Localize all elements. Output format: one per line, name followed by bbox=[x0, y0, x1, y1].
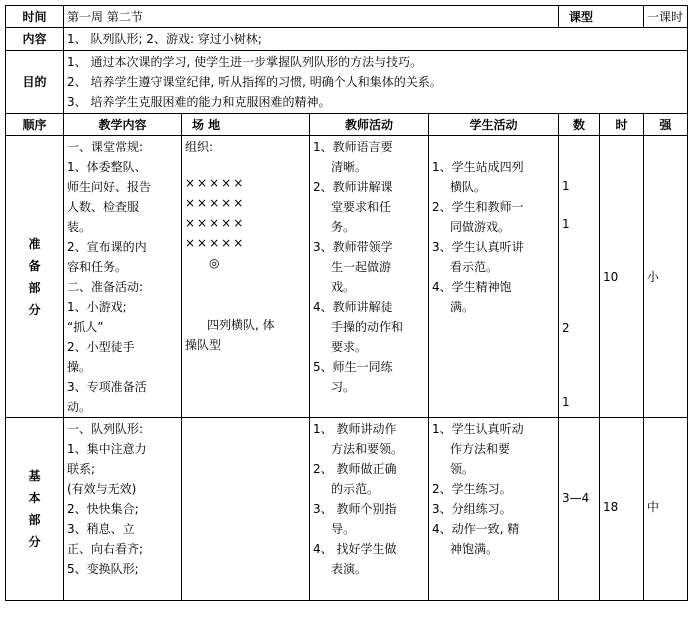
teacher-line: 手操的动作和 bbox=[331, 320, 404, 334]
time-label: 时间 bbox=[6, 6, 64, 28]
teacher-line: 导。 bbox=[331, 522, 356, 536]
prep-intensity: 小 bbox=[644, 136, 688, 418]
basic-student-activity bbox=[429, 418, 559, 601]
content-line: 动。 bbox=[67, 400, 92, 414]
lesson-type-label: 课型 bbox=[559, 6, 644, 28]
lesson-type-value: 一课时 bbox=[644, 6, 688, 28]
student-line: 横队。 bbox=[450, 180, 487, 194]
student-line: 4、动作一致, 精 bbox=[432, 522, 520, 536]
basic-count: 3—4 bbox=[559, 418, 600, 601]
content-line: 1、小游戏; bbox=[67, 300, 127, 314]
col-intensity: 强 bbox=[644, 114, 688, 136]
teacher-line: 清晰。 bbox=[331, 160, 368, 174]
basic-intensity: 中 bbox=[644, 418, 688, 601]
student-line: 2、学生练习。 bbox=[432, 482, 512, 496]
student-line: 3、分组练习。 bbox=[432, 502, 512, 516]
lesson-plan-table bbox=[5, 5, 688, 601]
student-line: 看示范。 bbox=[450, 260, 499, 274]
content-line: 3、专项准备活 bbox=[67, 380, 147, 394]
teacher-line: 1、 教师讲动作 bbox=[313, 422, 397, 436]
basic-teaching-content bbox=[64, 418, 182, 601]
student-line: 神饱满。 bbox=[450, 542, 499, 556]
teacher-line: 方法和要领。 bbox=[331, 442, 404, 456]
teacher-line: 务。 bbox=[331, 220, 356, 234]
teacher-line: 戏。 bbox=[331, 280, 356, 294]
content-line: 人数、检查服 bbox=[67, 200, 140, 214]
teacher-line: 要求。 bbox=[331, 340, 368, 354]
content-line: “抓人” bbox=[67, 320, 104, 334]
teacher-line: 堂要求和任 bbox=[331, 200, 392, 214]
teacher-line: 4、 找好学生做 bbox=[313, 542, 397, 556]
prep-venue bbox=[182, 136, 310, 418]
prep-teacher-activity bbox=[310, 136, 429, 418]
teacher-line: 3、教师带领学 bbox=[313, 240, 393, 254]
student-line: 领。 bbox=[450, 462, 475, 476]
prep-time: 10 bbox=[600, 136, 644, 418]
prep-section-label: 准 备 部 分 bbox=[6, 136, 64, 418]
content-value: 1、 队列队形; 2、游戏: 穿过小树林; bbox=[64, 28, 688, 51]
formation-row: ××××× bbox=[185, 236, 246, 250]
teacher-line: 习。 bbox=[331, 380, 356, 394]
count-value: 1 bbox=[562, 395, 570, 409]
teacher-line: 5、师生一同练 bbox=[313, 360, 393, 374]
content-line: 3、稍息、立 bbox=[67, 522, 135, 536]
content-line: 1、体委整队、 bbox=[67, 160, 147, 174]
content-line: 装。 bbox=[67, 220, 92, 234]
basic-venue bbox=[182, 418, 310, 601]
student-line: 满。 bbox=[450, 300, 475, 314]
teacher-line: 1、教师语言要 bbox=[313, 140, 393, 154]
basic-teacher-activity bbox=[310, 418, 429, 601]
count-value: 2 bbox=[562, 321, 570, 335]
count-value: 1 bbox=[562, 217, 570, 231]
content-line: 联系; bbox=[67, 462, 96, 476]
content-line: 容和任务。 bbox=[67, 260, 128, 274]
student-line: 作方法和要 bbox=[450, 442, 511, 456]
content-line: 5、变换队形; bbox=[67, 562, 139, 576]
goal-list bbox=[64, 51, 688, 114]
venue-title: 组织: bbox=[185, 140, 214, 154]
venue-caption: 操队型 bbox=[185, 338, 222, 352]
content-line: 1、集中注意力 bbox=[67, 442, 147, 456]
content-line: 2、小型徒手 bbox=[67, 340, 135, 354]
teacher-line: 2、 教师做正确 bbox=[313, 462, 397, 476]
col-teaching-content: 教学内容 bbox=[64, 114, 182, 136]
teacher-line: 4、教师讲解徒 bbox=[313, 300, 393, 314]
student-line: 1、学生认真听动 bbox=[432, 422, 524, 436]
content-line: 一、课堂常规: bbox=[67, 140, 144, 154]
prep-student-activity bbox=[429, 136, 559, 418]
student-line: 4、学生精神饱 bbox=[432, 280, 512, 294]
content-line: 一、队列队形: bbox=[67, 422, 144, 436]
student-line: 2、学生和教师一 bbox=[432, 200, 524, 214]
count-value: 1 bbox=[562, 179, 570, 193]
col-venue: 场 地 bbox=[182, 114, 310, 136]
teacher-line: 表演。 bbox=[331, 562, 368, 576]
goal-item: 1、 通过本次课的学习, 使学生进一步掌握队列队形的方法与技巧。 bbox=[67, 55, 423, 69]
venue-caption: 四列横队, 体 bbox=[207, 318, 275, 332]
content-line: 师生问好、报告 bbox=[67, 180, 152, 194]
content-label: 内容 bbox=[6, 28, 64, 51]
formation-row: ××××× bbox=[185, 176, 246, 190]
student-line: 同做游戏。 bbox=[450, 220, 511, 234]
content-line: 2、宣布课的内 bbox=[67, 240, 147, 254]
prep-teaching-content bbox=[64, 136, 182, 418]
student-line: 1、学生站成四列 bbox=[432, 160, 524, 174]
col-count: 数 bbox=[559, 114, 600, 136]
time-value: 第一周 第二节 bbox=[64, 6, 559, 28]
col-teacher-activity: 教师活动 bbox=[310, 114, 429, 136]
goal-item: 3、 培养学生克服困难的能力和克服困难的精神。 bbox=[67, 95, 331, 109]
goal-item: 2、 培养学生遵守课堂纪律, 听从指挥的习惯, 明确个人和集体的关系。 bbox=[67, 75, 442, 89]
formation-row: ××××× bbox=[185, 196, 246, 210]
student-line: 3、学生认真听讲 bbox=[432, 240, 524, 254]
teacher-line: 的示范。 bbox=[331, 482, 380, 496]
content-line: 二、准备活动: bbox=[67, 280, 144, 294]
teacher-line: 生一起做游 bbox=[331, 260, 392, 274]
formation-row: ××××× bbox=[185, 216, 246, 230]
col-time: 时 bbox=[600, 114, 644, 136]
content-line: 操。 bbox=[67, 360, 92, 374]
content-line: (有效与无效) bbox=[67, 482, 137, 496]
basic-section-label: 基 本 部 分 bbox=[6, 418, 64, 601]
basic-time: 18 bbox=[600, 418, 644, 601]
lesson-plan-sheet bbox=[5, 5, 687, 597]
teacher-line: 2、教师讲解课 bbox=[313, 180, 393, 194]
content-line: 2、快快集合; bbox=[67, 502, 139, 516]
col-order: 顺序 bbox=[6, 114, 64, 136]
col-student-activity: 学生活动 bbox=[429, 114, 559, 136]
teacher-position-icon: ◎ bbox=[209, 256, 220, 270]
prep-count bbox=[559, 136, 600, 418]
teacher-line: 3、 教师个别指 bbox=[313, 502, 397, 516]
goal-label: 目的 bbox=[6, 51, 64, 114]
content-line: 正、向右看齐; bbox=[67, 542, 144, 556]
